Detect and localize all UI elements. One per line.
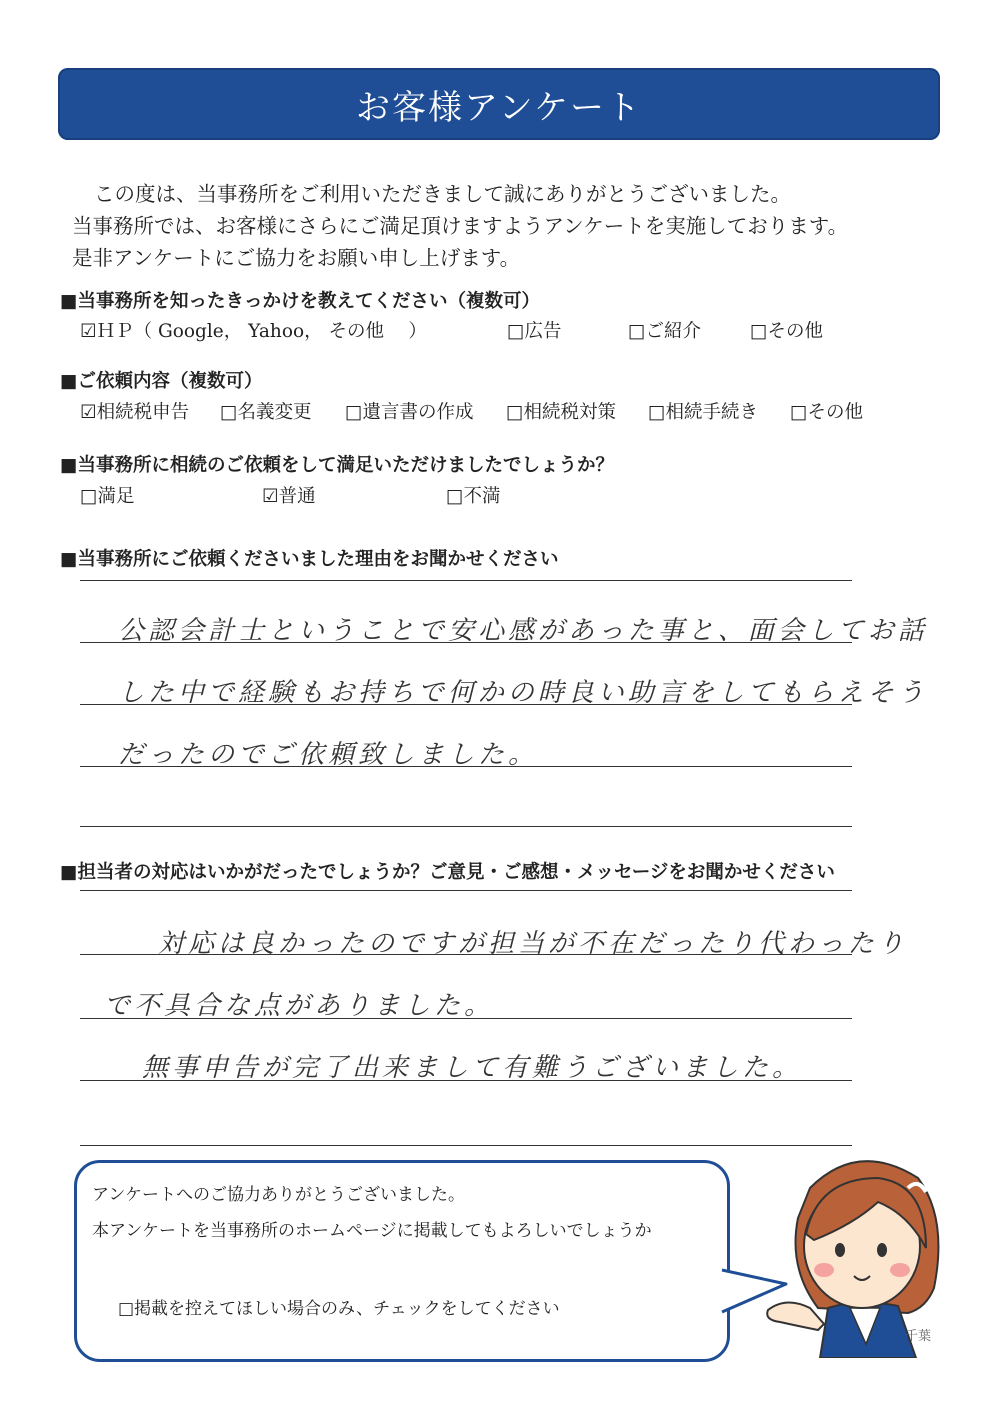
answer-rule xyxy=(80,826,852,827)
checkbox-option[interactable]: □ご紹介 xyxy=(628,321,701,342)
answer-rule xyxy=(80,890,852,891)
optout-checkbox[interactable]: □掲載を控えてほしい場合のみ、チェックをしてください xyxy=(118,1299,560,1319)
handwritten-answer-line: 無事申告が完了出来まして有難うございました。 xyxy=(142,1053,803,1083)
checkbox-option[interactable]: □その他 xyxy=(790,402,863,423)
permission-text: 本アンケートを当事務所のホームページに掲載してもよろしいでしょうか xyxy=(92,1221,652,1241)
handwritten-answer-line: だったのでご依頼致しました。 xyxy=(118,740,539,770)
question-heading: ■当事務所に相続のご依頼をして満足いただけましたでしょうか？ xyxy=(60,455,614,476)
handwritten-answer-line: した中で経験もお持ちで何かの時良い助言をしてもらえそう xyxy=(118,678,928,708)
handwritten-answer-line: で不具合な点がありました。 xyxy=(104,991,495,1021)
checkbox-option[interactable]: ☑普通 xyxy=(262,486,316,507)
intro-line: この度は、当事務所をご利用いただきまして誠にありがとうございました。 xyxy=(94,182,791,206)
checkbox-option[interactable]: □遺言書の作成 xyxy=(345,402,474,423)
checkbox-option[interactable]: ☑ＨＰ（ Google， Yahoo， その他 ） xyxy=(80,321,427,342)
checkbox-option[interactable]: □相続手続き xyxy=(648,402,758,423)
answer-rule xyxy=(80,580,852,581)
handwritten-answer-line: 対応は良かったのですが担当が不在だったり代わったり xyxy=(158,929,908,959)
checkbox-option[interactable]: □不満 xyxy=(446,486,501,507)
checkbox-option[interactable]: □名義変更 xyxy=(220,402,312,423)
page-title: お客様アンケート xyxy=(356,87,642,128)
intro-text xyxy=(72,178,952,274)
intro-line: 当事務所では、お客様にさらにご満足頂けますようアンケートを実施しております。 xyxy=(72,214,849,238)
checkbox-option[interactable]: □相続税対策 xyxy=(506,402,616,423)
thanks-text: アンケートへのご協力ありがとうございました。 xyxy=(92,1185,465,1205)
checkbox-option[interactable]: □広告 xyxy=(507,321,562,342)
question-heading: ■ご依頼内容（複数可） xyxy=(60,371,263,392)
question-heading: ■当事務所を知ったきっかけを教えてください（複数可） xyxy=(60,291,540,312)
answer-rule xyxy=(80,1145,852,1146)
intro-line: 是非アンケートにご協力をお願い申し上げます。 xyxy=(72,246,521,270)
checkbox-option[interactable]: □その他 xyxy=(750,321,823,342)
checkbox-option[interactable]: □満足 xyxy=(80,486,135,507)
question-heading: ■当事務所にご依頼くださいました理由をお聞かせください xyxy=(60,549,559,570)
title-banner xyxy=(58,68,940,140)
checkbox-option[interactable]: ☑相続税申告 xyxy=(80,402,190,423)
question-heading: ■担当者の対応はいかがだったでしょうか？ご意見・ご感想・メッセージをお聞かせください xyxy=(60,862,835,883)
signature-name: 千葉 xyxy=(905,1329,932,1344)
handwritten-answer-line: 公認会計士ということで安心感があった事と、面会してお話 xyxy=(118,616,928,646)
